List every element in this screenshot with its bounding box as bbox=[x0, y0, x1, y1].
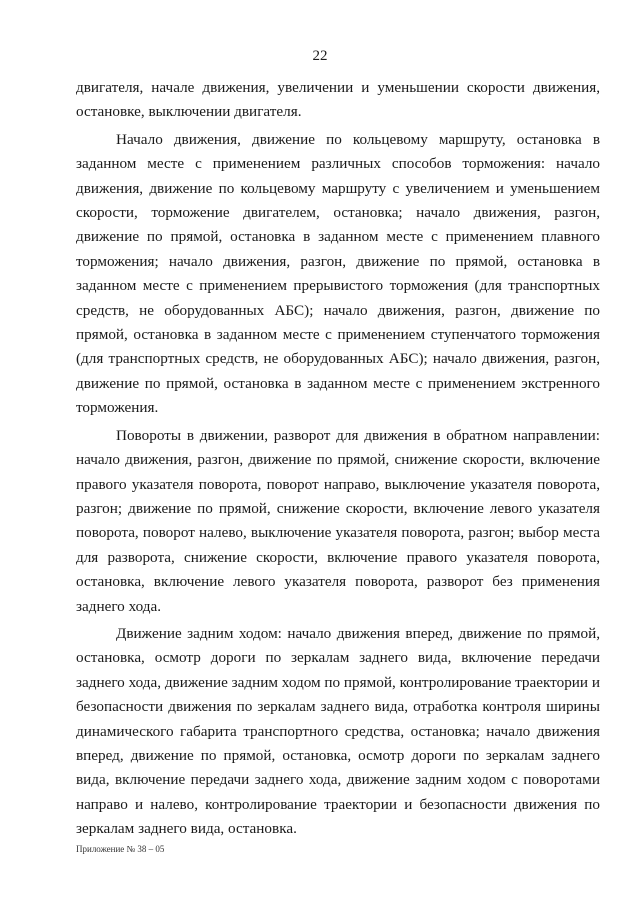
paragraph-braking: Начало движения, движение по кольцевому маршруту, остановка в заданном месте с применением различных способов торможения: начало движения, движение по кольцевому маршруту с увеличением и уменьшением скорости, торможение двигателем, остановка; начало движения, разгон, движение по прямой, остановка в заданном месте с применением плавного торможения; начало движения, разгон, движение по прямой, остановка в заданном месте с применением прерывистого торможения (для транспортных средств, не оборудованных АБС); начало движения, разгон, движение по прямой, остановка в заданном месте с применением ступенчатого торможения (для транспортных средств, не оборудованных АБС); начало движения, разгон, движение по прямой, остановка в заданном месте с применением экстренного торможения. bbox=[76, 130, 600, 417]
paragraph-reverse: Движение задним ходом: начало движения вперед, движение по прямой, остановка, осмотр дороги по зеркалам заднего вида, включение передачи заднего хода, движение задним ходом по прямой, контролирование траектории и безопасности движения по зеркалам заднего вида, отработка контроля ширины динамического габарита транспортного средства, остановка; начало движения вперед, движение по прямой, остановка, осмотр дороги по зеркалам заднего вида, включение передачи заднего хода, движение задним ходом с поворотами направо и налево, контролирование траектории и безопасности движения по зеркалам заднего вида, остановка. bbox=[76, 624, 600, 838]
paragraph-continuation: двигателя, начале движения, увеличении и уменьшении скорости движения, остановке, выключении двигателя. bbox=[76, 79, 600, 121]
paragraph-turns: Повороты в движении, разворот для движения в обратном направлении: начало движения, разгон, движение по прямой, снижение скорости, включение правого указателя поворота, поворот направо, выключение указателя поворота, разгон; движение по прямой, снижение скорости, включение левого указателя поворота, поворот налево, выключение указателя поворота, разгон; выбор места для разворота, снижение скорости, включение правого указателя поворота, остановка, включение левого указателя поворота, разворот без применения заднего хода. bbox=[76, 426, 600, 615]
document-body bbox=[76, 76, 600, 845]
footer-annex-label: Приложение № 38 – 05 bbox=[76, 844, 165, 854]
page-number: 22 bbox=[312, 48, 328, 64]
